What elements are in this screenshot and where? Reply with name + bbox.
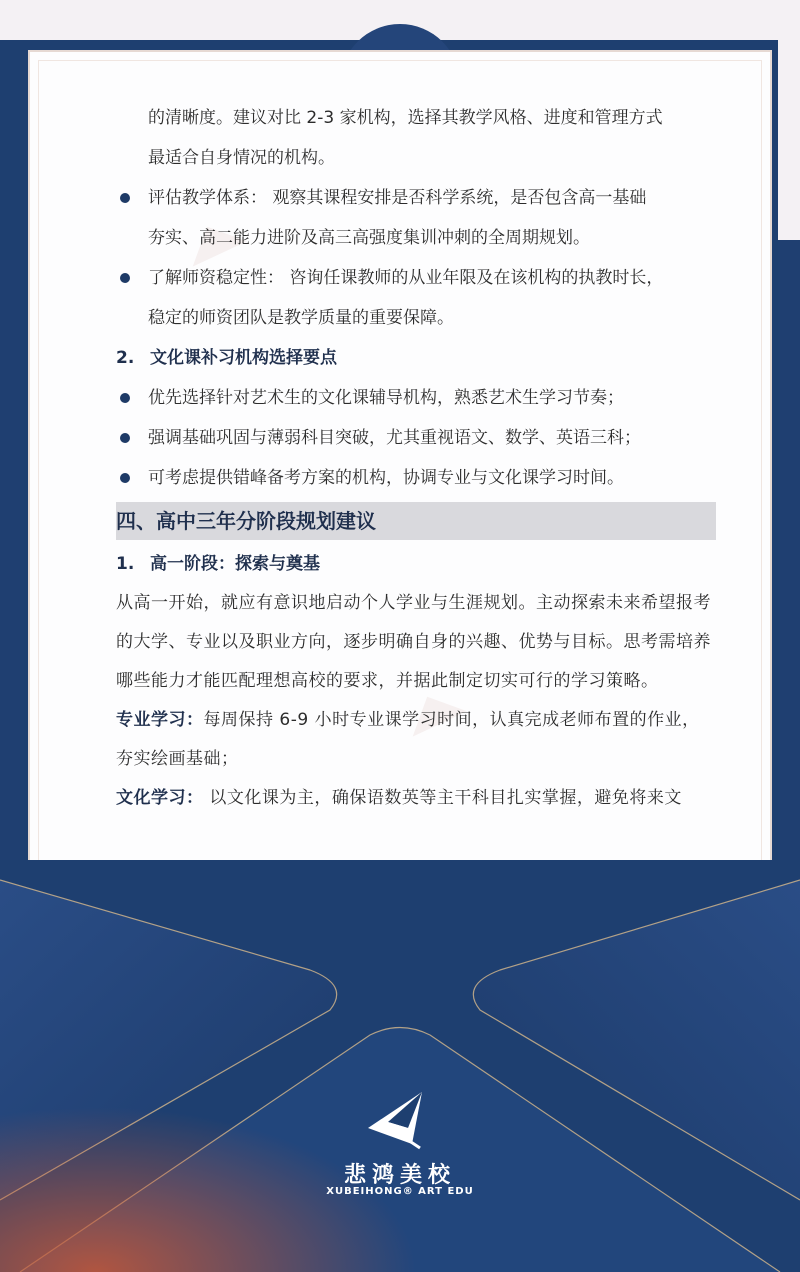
subsection-title: 文化课补习机构选择要点 <box>150 348 337 368</box>
bullet-icon <box>120 393 130 403</box>
list-item <box>116 458 716 498</box>
bullet-icon <box>120 193 130 203</box>
subsection-title: 高一阶段：探索与奠基 <box>150 554 320 574</box>
document-body <box>116 98 716 818</box>
culture-study-label: 文化学习： <box>116 788 204 808</box>
major-study-text: 每周保持 6-9 小时专业课学习时间，认真完成老师布置的作业，夯实绘画基础； <box>116 710 700 769</box>
left-band <box>0 260 24 960</box>
major-study-paragraph <box>116 701 716 779</box>
text-line: 最适合自身情况的机构。 <box>148 148 335 168</box>
list-item-text: 强调基础巩固与薄弱科目突破，尤其重视语文、数学、英语三科； <box>148 428 641 448</box>
list-item <box>116 178 716 218</box>
list-item-continuation: 稳定的师资团队是教学质量的重要保障。 <box>148 308 454 328</box>
list-item <box>116 258 716 298</box>
envelope-decoration <box>0 860 800 1272</box>
subsection-number: 2. <box>116 348 135 368</box>
text-line: 的清晰度。建议对比 2-3 家机构，选择其教学风格、进度和管理方式 <box>148 108 663 128</box>
list-item-text: 了解师资稳定性： 咨询任课教师的从业年限及在该机构的执教时长， <box>148 268 664 288</box>
section-heading: 四、高中三年分阶段规划建议 <box>116 502 716 540</box>
bullet-icon <box>120 473 130 483</box>
right-band <box>778 40 800 940</box>
major-study-label: 专业学习： <box>116 710 204 730</box>
list-item-text: 可考虑提供错峰备考方案的机构，协调专业与文化课学习时间。 <box>148 468 624 488</box>
culture-study-text: 以文化课为主，确保语数英等主干科目扎实掌握，避免将来文 <box>203 788 682 808</box>
subsection-number: 1. <box>116 554 135 574</box>
list-item-continuation: 夯实、高二能力进阶及高三高强度集训冲刺的全周期规划。 <box>148 228 590 248</box>
bullet-icon <box>120 273 130 283</box>
subsection-heading <box>116 338 716 378</box>
bullet-icon <box>120 433 130 443</box>
list-item-text: 评估教学体系： 观察其课程安排是否科学系统，是否包含高一基础 <box>148 188 647 208</box>
subsection-heading <box>116 544 716 584</box>
brand-logo <box>360 1088 440 1156</box>
list-item-text: 优先选择针对艺术生的文化课辅导机构，熟悉艺术生学习节奏； <box>148 388 624 408</box>
list-item <box>116 418 716 458</box>
brand-name: 悲鸿美校 <box>343 1163 456 1188</box>
crane-logo-icon <box>360 1088 440 1152</box>
paragraph: 从高一开始，就应有意识地启动个人学业与生涯规划。主动探索未来希望报考的大学、专业以及职业方向，逐步明确自身的兴趣、优势与目标。思考需培养哪些能力才能匹配理想高校的要求，并据此制定切实可行的学习策略。 <box>116 593 711 691</box>
brand-subtitle: XUBEIHONG® ART EDU <box>326 1186 474 1197</box>
list-item <box>116 378 716 418</box>
culture-study-paragraph <box>116 779 716 818</box>
